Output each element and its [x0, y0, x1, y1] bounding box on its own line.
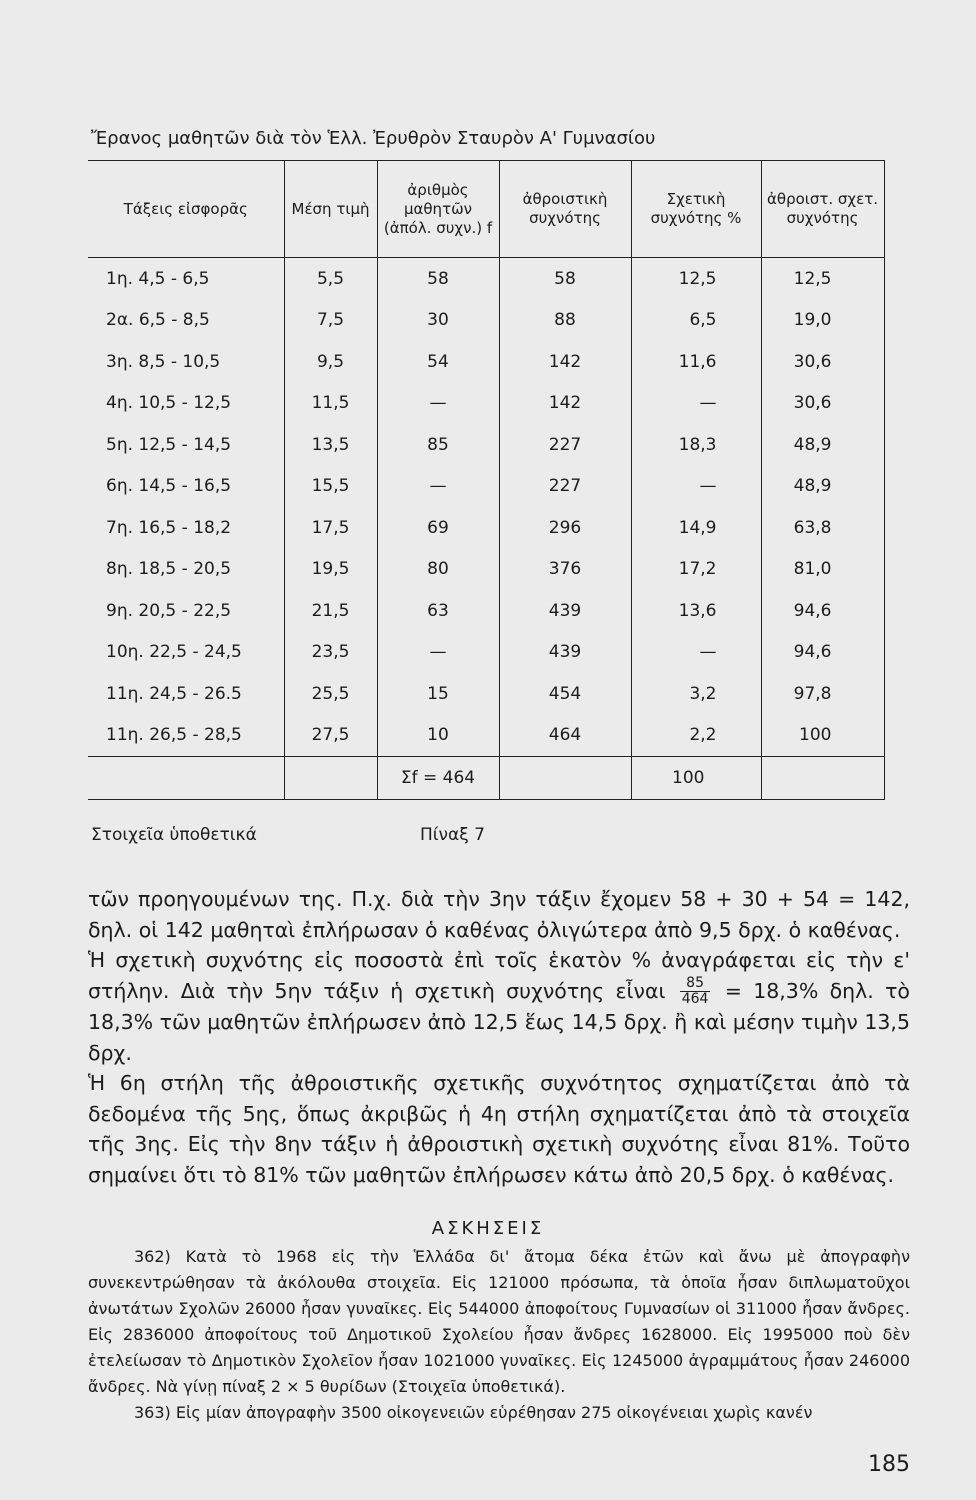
cell-rel: 2,2	[631, 715, 761, 757]
cell-class: 7η. 16,5 - 18,2	[106, 517, 232, 538]
cell-freq: —	[377, 466, 499, 508]
table-row	[88, 258, 884, 300]
fraction-denominator: 464	[681, 991, 709, 1007]
cell-class: 3η. 8,5 - 10,5	[106, 351, 221, 372]
cell-rel: 18,3	[631, 424, 761, 466]
cell-mid: 25,5	[284, 673, 377, 715]
cell-class: 1η. 4,5 - 6,5	[106, 268, 210, 289]
exercises	[88, 1244, 910, 1426]
cell-cum: 58	[499, 258, 631, 300]
table-row	[88, 715, 884, 757]
cell-freq: 85	[377, 424, 499, 466]
cell-cum: 296	[499, 507, 631, 549]
cell-class: 6η. 14,5 - 16,5	[106, 476, 232, 497]
sum-empty-1	[88, 757, 284, 800]
table-row	[88, 673, 884, 715]
exercise-362: 362) Κατὰ τὸ 1968 εἰς τὴν Ἑλλάδα δι' ἄτομα δέκα ἐτῶν καὶ ἄνω μὲ ἀπογραφὴν συνεκεντρώθησαν τὰ ἀκόλουθα στοιχεῖα. Εἰς 121000 πρόσωπα, τὰ ὁποῖα ἦσαν διπλωματοῦχοι ἀνωτάτων Σχολῶν 26000 ἦσαν γυναῖκες. Εἰς 544000 ἀποφοίτους Γυμνασίων οἱ 311000 ἦσαν ἄνδρες. Εἰς 2836000 ἀποφοίτους τοῦ Δημοτικοῦ Σχολείου ἦσαν ἄνδρες 1628000. Εἰς 1995000 ποὺ δὲν ἐτελείωσαν τὸ Δημοτικὸν Σχολεῖον ἦσαν 1021000 γυναῖκες. Εἰς 1245000 ἀγραμμάτους ἦσαν 246000 ἄνδρες. Νὰ γίνῃ πίναξ 2 × 5 θυρίδων (Στοιχεῖα ὑποθετικά).	[88, 1247, 910, 1396]
cell-mid: 21,5	[284, 590, 377, 632]
cell-cumrel: 94,6	[761, 590, 884, 632]
table-row	[88, 300, 884, 342]
cell-rel: 3,2	[631, 673, 761, 715]
cell-freq: 69	[377, 507, 499, 549]
cell-freq: 10	[377, 715, 499, 757]
cell-cum: 88	[499, 300, 631, 342]
cell-class: 5η. 12,5 - 14,5	[106, 434, 232, 455]
cell-mid: 5,5	[284, 258, 377, 300]
paragraph-3: Ἡ 6η στήλη τῆς ἀθροιστικῆς σχετικῆς συχνότητος σχηματίζεται ἀπὸ τὰ δεδομένα τῆς 5ης, ὅπως ἀκριβῶς ἡ 4η στήλη σχηματίζεται ἀπὸ τὰ στοιχεῖα τῆς 3ης. Εἰς τὴν 8ην τάξιν ἡ ἀθροιστικὴ σχετικὴ συχνότης εἶναι 81%. Τοῦτο σημαίνει ὅτι τὸ 81% τῶν μαθητῶν ἐπλήρωσεν κάτω ἀπὸ 20,5 δρχ. ὁ καθένας.	[88, 1071, 910, 1187]
paragraph-1: τῶν προηγουμένων της. Π.χ. διὰ τὴν 3ην τάξιν ἔχομεν 58 + 30 + 54 = 142, δηλ. οἱ 142 μαθηταὶ ἐπλήρωσαν ὁ καθένας ὀλιγώτερα ἀπὸ 9,5 δρχ. ὁ καθένας.	[88, 887, 910, 942]
sum-percent: 100	[631, 757, 761, 800]
cell-cum: 439	[499, 590, 631, 632]
table-row	[88, 632, 884, 674]
table-row	[88, 341, 884, 383]
header-cum: ἀθροιστικὴ συχνότης	[499, 161, 631, 258]
cell-rel: —	[631, 466, 761, 508]
cell-mid: 11,5	[284, 383, 377, 425]
cell-cumrel: 30,6	[761, 383, 884, 425]
cell-cum: 464	[499, 715, 631, 757]
table-label: Πίναξ 7	[420, 825, 485, 845]
cell-rel: —	[631, 632, 761, 674]
paragraph-2	[88, 945, 910, 1068]
fraction	[680, 976, 711, 1007]
cell-rel: 14,9	[631, 507, 761, 549]
cell-mid: 27,5	[284, 715, 377, 757]
exercise-363: 363) Εἰς μίαν ἀπογραφὴν 3500 οἰκογενειῶν εὑρέθησαν 275 οἰκογένειαι χωρὶς κανέν	[134, 1403, 813, 1422]
sum-empty-2	[284, 757, 377, 800]
cell-class: 10η. 22,5 - 24,5	[106, 642, 242, 663]
cell-freq: —	[377, 383, 499, 425]
cell-rel: 6,5	[631, 300, 761, 342]
cell-class: 11η. 24,5 - 26.5	[106, 683, 242, 704]
table-row	[88, 590, 884, 632]
page-number: 185	[868, 1452, 910, 1477]
frequency-table	[88, 160, 885, 800]
table-row	[88, 466, 884, 508]
cell-mid: 13,5	[284, 424, 377, 466]
cell-freq: 15	[377, 673, 499, 715]
table-row	[88, 507, 884, 549]
cell-class: 9η. 20,5 - 22,5	[106, 600, 232, 621]
paragraph-2-end: = 18,3% δηλ. τὸ 18,3% τῶν μαθητῶν ἐπλήρωσεν ἀπὸ 12,5 ἕως 14,5 δρχ. ἢ καὶ μέσην τιμὴν 13,5 δρχ.	[88, 978, 910, 1065]
header-mid: Μέση τιμὴ	[284, 161, 377, 258]
table-header-row	[88, 161, 884, 258]
header-rel: Σχετικὴ συχνότης %	[631, 161, 761, 258]
header-class: Τάξεις εἰσφορᾶς	[88, 161, 284, 258]
header-freq: ἀριθμὸς μαθητῶν (ἀπόλ. συχν.) f	[377, 161, 499, 258]
cell-rel: —	[631, 383, 761, 425]
cell-class: 11η. 26,5 - 28,5	[88, 715, 284, 757]
cell-cumrel: 97,8	[761, 673, 884, 715]
cell-cum: 227	[499, 466, 631, 508]
cell-freq: —	[377, 632, 499, 674]
cell-mid: 15,5	[284, 466, 377, 508]
table-row	[88, 549, 884, 591]
cell-rel: 13,6	[631, 590, 761, 632]
exercises-heading: ΑΣΚΗΣΕΙΣ	[431, 1218, 545, 1239]
cell-class: 2α. 6,5 - 8,5	[106, 310, 210, 331]
cell-rel: 11,6	[631, 341, 761, 383]
cell-cum: 454	[499, 673, 631, 715]
cell-class: 8η. 18,5 - 20,5	[106, 559, 232, 580]
cell-mid: 7,5	[284, 300, 377, 342]
sum-empty-4	[761, 757, 884, 800]
cell-cum: 376	[499, 549, 631, 591]
cell-cum: 142	[499, 341, 631, 383]
cell-freq: 58	[377, 258, 499, 300]
table-footnote: Στοιχεῖα ὑποθετικά	[91, 825, 257, 845]
header-cumrel: ἀθροιστ. σχετ. συχνότης	[761, 161, 884, 258]
cell-cumrel: 48,9	[761, 424, 884, 466]
cell-mid: 23,5	[284, 632, 377, 674]
cell-cumrel: 81,0	[761, 549, 884, 591]
cell-freq: 63	[377, 590, 499, 632]
fraction-numerator: 85	[680, 976, 711, 992]
cell-cumrel: 94,6	[761, 632, 884, 674]
table-caption: Ἔρανος μαθητῶν διὰ τὸν Ἑλλ. Ἐρυθρὸν Σταυρὸν Α' Γυμνασίου	[91, 128, 656, 149]
sum-f: Σf = 464	[377, 757, 499, 800]
cell-cum: 439	[499, 632, 631, 674]
cell-rel: 12,5	[631, 258, 761, 300]
cell-freq: 80	[377, 549, 499, 591]
cell-mid: 9,5	[284, 341, 377, 383]
cell-cumrel: 100	[761, 715, 884, 757]
table-sum-row	[88, 757, 884, 800]
cell-cum: 142	[499, 383, 631, 425]
cell-cumrel: 19,0	[761, 300, 884, 342]
body-text	[88, 884, 910, 1190]
cell-cumrel: 63,8	[761, 507, 884, 549]
table-row	[88, 424, 884, 466]
cell-cumrel: 30,6	[761, 341, 884, 383]
cell-cum: 227	[499, 424, 631, 466]
cell-rel: 17,2	[631, 549, 761, 591]
table-row	[88, 383, 884, 425]
cell-mid: 17,5	[284, 507, 377, 549]
cell-freq: 30	[377, 300, 499, 342]
cell-class: 4η. 10,5 - 12,5	[106, 393, 232, 414]
cell-freq: 54	[377, 341, 499, 383]
cell-mid: 19,5	[284, 549, 377, 591]
sum-empty-3	[499, 757, 631, 800]
paragraph-2-start: Ἡ σχετικὴ συχνότης εἰς ποσοστὰ ἐπὶ τοῖς ἑκατὸν % ἀναγράφεται εἰς τὴν ε' στήλην. Διὰ τὴν 5ην τάξιν ἡ σχετικὴ συχνότης εἶναι	[88, 948, 910, 1003]
cell-cumrel: 12,5	[761, 258, 884, 300]
cell-cumrel: 48,9	[761, 466, 884, 508]
